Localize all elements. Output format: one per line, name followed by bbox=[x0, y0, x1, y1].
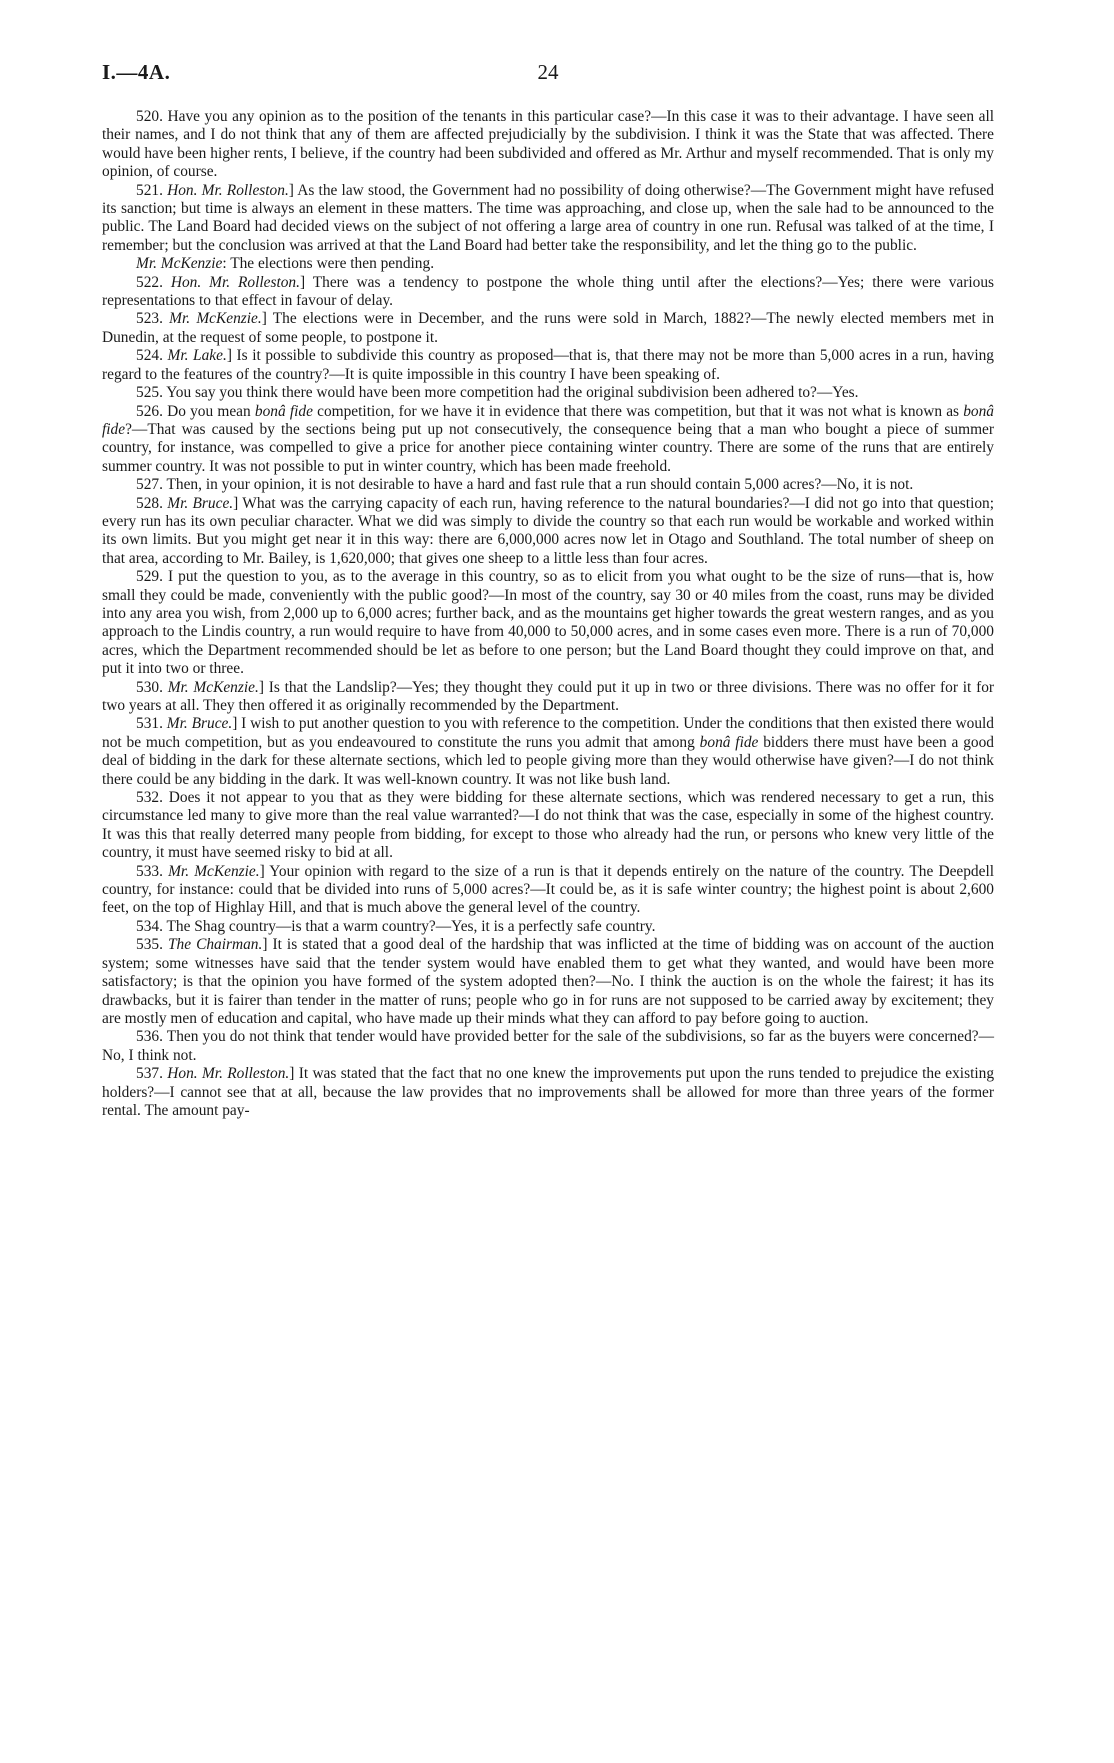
speaker-or-italic-text: bonâ fide bbox=[254, 402, 313, 420]
paragraph-text: 525. You say you think there would have been more competition had the original subdivision been adhered to?—Yes. bbox=[136, 384, 859, 402]
speaker-or-italic-text: Mr. McKenzie bbox=[136, 255, 223, 273]
paragraph-text: : The elections were then pending. bbox=[222, 255, 435, 273]
paragraph-text: 537. bbox=[136, 1065, 168, 1083]
evidence-paragraph bbox=[102, 495, 994, 569]
speaker-or-italic-text: bonâ fide bbox=[699, 733, 759, 751]
evidence-paragraph bbox=[102, 274, 994, 311]
paragraph-text: ] Your opinion with regard to the size of a run is that it depends entirely on the nature of the country. The Deepdell country, for instance: could that be divided into runs of 5,000 acres?—It could be, as it is safe winter country; the highest point is about 2,600 feet, on the top of Highlay Hill, and that is much above the general level of the country. bbox=[102, 862, 995, 917]
paragraph-text: ?—That was caused by the sections being put up not consecutively, the consequence being that a man who bought a piece of summer country, for instance, was compelled to give a price for another piece containing winter country. There are some of the runs that are entirely summer country. It was not possible to put in winter country, which has been made freehold. bbox=[102, 420, 994, 475]
evidence-paragraph bbox=[102, 715, 994, 789]
paragraph-text: 526. Do you mean bbox=[136, 402, 255, 420]
paragraph-text: competition, for we have it in evidence that there was competition, but that it was not what is known as bbox=[312, 402, 964, 420]
evidence-paragraph bbox=[102, 1065, 994, 1120]
paragraph-text: 530. bbox=[136, 678, 168, 696]
paragraph-text: bidders there must have been a good deal of bidding in the dark for these alternate sections, which led to people giving more than they would otherwise have given?—I do not think there could be any bidding in the dark. It was well-known country. It was not like bush land. bbox=[102, 733, 994, 788]
paragraph-text: 531. bbox=[136, 715, 167, 733]
paragraph-text: 520. Have you any opinion as to the position of the tenants in this particular case?—In this case it was to their advantage. I have seen all their names, and I do not think that any of them are affected prejudicially by the subdivision. I think it was the State that was affected. There would have been higher rents, I believe, if the country had been subdivided and offered as Mr. Arthur and myself recommended. That is only my opinion, of course. bbox=[102, 108, 994, 181]
paragraph-text: 533. bbox=[136, 862, 169, 880]
speaker-or-italic-text: Mr. McKenzie. bbox=[169, 310, 262, 328]
paragraph-text: 532. Does it not appear to you that as they were bidding for these alternate sections, which was rendered necessary to get a run, this circumstance led many to give more than the real value warranted?—I do not think that was the case, especially in some of the highest country. It was this that really deterred many people from bidding, for except to those who already had the run, or persons who knew very little of the country, it must have seemed risky to bid at all. bbox=[102, 789, 994, 862]
evidence-paragraph bbox=[102, 403, 994, 477]
evidence-paragraph bbox=[102, 789, 994, 863]
paragraph-text: 528. bbox=[136, 494, 168, 512]
speaker-or-italic-text: Hon. Mr. Rolleston. bbox=[170, 273, 300, 291]
evidence-paragraph bbox=[102, 182, 994, 256]
paragraph-text: ] It was stated that the fact that no one knew the improvements put upon the runs tended to prejudice the existing holders?—I cannot see that at all, because the law provides that no improvements shall be allowed for more than three years of the former rental. The amount pay- bbox=[102, 1065, 995, 1119]
speaker-or-italic-text: Hon. Mr. Rolleston. bbox=[167, 181, 289, 199]
paragraph-text: ] The elections were in December, and the runs were sold in March, 1882?—The newly elected members met in Dunedin, at the request of some people, to postpone it. bbox=[102, 310, 995, 346]
paragraph-text: 529. I put the question to you, as to the average in this country, so as to elicit from you what ought to be the size of runs—that is, how small they could be made, conveniently with the public good?—In most of the country, say 30 or 40 miles from the coast, runs may be divided into any area you wish, from 2,000 up to 6,000 acres; further back, and as the mountains get higher towards the great western ranges, and as you approach to the Lindis country, a run would require to have from 40,000 to 50,000 acres, and in some cases even more. There is a run of 70,000 acres, which the Department recommended should be let as before to one person; but the Land Board thought they could improve on that, and put it into two or three. bbox=[102, 568, 994, 678]
evidence-paragraph bbox=[102, 1028, 994, 1065]
evidence-paragraph bbox=[102, 108, 994, 182]
document-page bbox=[102, 60, 994, 1120]
evidence-paragraph bbox=[102, 863, 994, 918]
document-body bbox=[102, 108, 994, 1120]
speaker-or-italic-text: Mr. Lake. bbox=[167, 347, 227, 365]
evidence-paragraph bbox=[102, 384, 994, 402]
evidence-paragraph bbox=[102, 679, 994, 716]
evidence-paragraph bbox=[102, 476, 994, 494]
speaker-or-italic-text: Mr. McKenzie. bbox=[167, 678, 259, 696]
page-header bbox=[102, 60, 994, 98]
paragraph-text: ] What was the carrying capacity of each run, having reference to the natural boundaries?—I did not go into that question; every run has its own peculiar character. What we did was simply to divide the country so that each run would be workable and worked within its own limits. But you might get near it in this way: there are 6,000,000 acres now let in Otago and Southland. The total number of sheep on that area, according to Mr. Bailey, is 1,620,000; that gives one sheep to a little less than four acres. bbox=[102, 494, 995, 567]
paragraph-text: 534. The Shag country—is that a warm country?—Yes, it is a perfectly safe country. bbox=[136, 917, 656, 935]
speaker-or-italic-text: Mr. Bruce. bbox=[167, 494, 234, 512]
evidence-paragraph bbox=[102, 568, 994, 678]
paragraph-text: 524. bbox=[136, 347, 168, 365]
evidence-paragraph bbox=[102, 310, 994, 347]
paragraph-text: ] There was a tendency to postpone the whole thing until after the elections?—Yes; there were various representations to that effect in favour of delay. bbox=[102, 273, 995, 310]
paragraph-text: 536. Then you do not think that tender would have provided better for the sale of the subdivisions, so far as the buyers were concerned?—No, I think not. bbox=[102, 1028, 994, 1064]
speaker-or-italic-text: bonâ fide bbox=[102, 402, 994, 438]
speaker-or-italic-text: Mr. Bruce. bbox=[166, 715, 233, 733]
paragraph-text: ] Is it possible to subdivide this country as proposed—that is, that there may not be more than 5,000 acres in a run, having regard to the features of the country?—It is quite impossible in this country I have been speaking of. bbox=[102, 347, 995, 383]
evidence-paragraph bbox=[102, 936, 994, 1028]
paragraph-text: 522. bbox=[136, 273, 171, 291]
paragraph-text: 535. bbox=[136, 936, 168, 954]
evidence-paragraph bbox=[102, 255, 994, 273]
paragraph-text: 527. Then, in your opinion, it is not desirable to have a hard and fast rule that a run should contain 5,000 acres?—No, it is not. bbox=[136, 476, 914, 494]
paragraph-text: ] As the law stood, the Government had no possibility of doing otherwise?—The Government might have refused its sanction; but time is always an element in these matters. The time was approaching, and close up, when the sale had to be announced to the public. The Land Board had decided views on the subject of not offering a large area of country in one run. Refusal was talked of at the time, I remember; but the conclusion was arrived at that the Land Board had better take the responsibility, and let the thing go to the public. bbox=[102, 181, 994, 254]
parliamentary-paper-reference: I.—4A. bbox=[102, 60, 171, 84]
paragraph-text: 521. bbox=[136, 181, 168, 199]
paragraph-text: ] Is that the Landslip?—Yes; they thought they could put it up in two or three divisions. There was no offer for it for two years at all. They then offered it as originally recommended by the Department. bbox=[102, 678, 995, 714]
paragraph-text: 523. bbox=[136, 310, 170, 328]
speaker-or-italic-text: Mr. McKenzie. bbox=[168, 862, 260, 880]
evidence-paragraph bbox=[102, 347, 994, 384]
paragraph-text: ] It is stated that a good deal of the hardship that was inflicted at the time of bidding was on account of the auction system; some witnesses have said that the tender system would have enabled them to get what they wanted, and would have been more satisfactory; is that the opinion you have formed of the system adopted then?—No. I think the auction is on the whole the fairest; it has its drawbacks, but it is fairer than tender in the matter of runs; people who go in for runs are not supposed to be carried away by excitement; they are mostly men of education and capital, who have made up their minds what they can afford to pay before going to auction. bbox=[102, 936, 995, 1027]
speaker-or-italic-text: Hon. Mr. Rolleston. bbox=[167, 1065, 290, 1083]
paragraph-text: ] I wish to put another question to you with reference to the competition. Under the conditions that then existed there would not be much competition, but as you endeavoured to constitute the runs you admit that among bbox=[102, 715, 994, 751]
evidence-paragraph bbox=[102, 918, 994, 936]
page-number: 24 bbox=[537, 60, 559, 84]
speaker-or-italic-text: The Chairman. bbox=[167, 936, 263, 954]
